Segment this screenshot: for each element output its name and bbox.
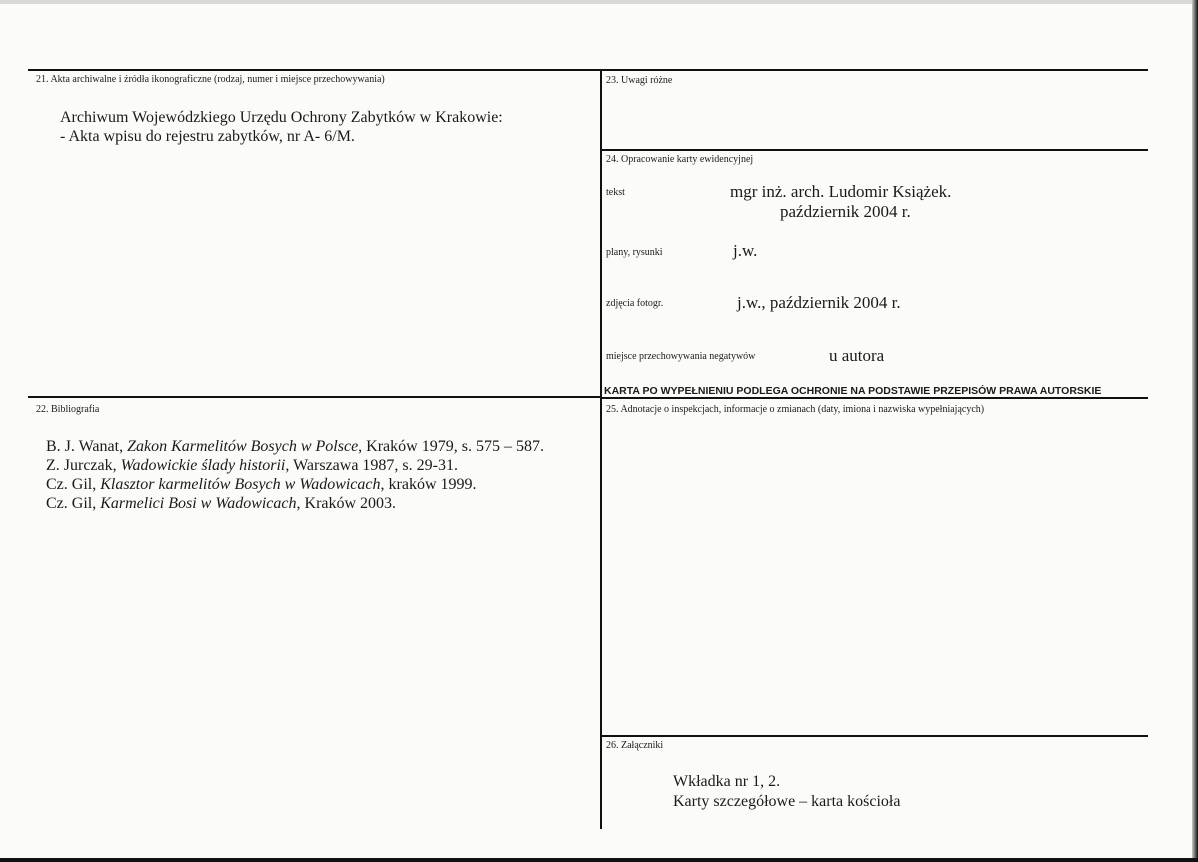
entry-author: Cz. Gil, [46, 476, 101, 493]
scan-edge-top [0, 0, 1198, 4]
rule-26 [600, 735, 1148, 737]
tekst-label: tekst [606, 187, 625, 198]
zdjecia-label: zdjęcia fotogr. [606, 298, 664, 309]
copyright-notice: KARTA PO WYPEŁNIENIU PODLEGA OCHRONIE NA PODSTAWIE PRZEPISÓW PRAWA AUTORSKIE [604, 385, 1102, 397]
section-21-content [60, 108, 503, 146]
rule-25 [600, 397, 1148, 399]
archive-line-1: Archiwum Wojewódzkiego Urzędu Ochrony Zabytków w Krakowie: [60, 109, 503, 126]
entry-author: Z. Jurczak, [46, 457, 121, 474]
negatywy-value: u autora [829, 346, 885, 365]
section-23-label: 23. Uwagi różne [606, 75, 673, 86]
archive-line-2: - Akta wpisu do rejestru zabytków, nr A- 6/M. [60, 128, 355, 145]
entry-title: Zakon Karmelitów Bosych w Polsce [127, 438, 359, 455]
bibliography-entry [46, 494, 544, 513]
scan-edge-bottom [0, 858, 1198, 862]
entry-details: , kraków 1999. [380, 476, 477, 493]
section-25-label: 25. Adnotacje o inspekcjach, informacje o zmianach (daty, imiona i nazwiska wypełniających) [606, 404, 985, 415]
bibliography-entry [46, 437, 544, 456]
rule-22 [28, 396, 602, 398]
entry-title: Klasztor karmelitów Bosych w Wadowicach [100, 476, 381, 493]
attachments-content [673, 772, 900, 812]
bibliography-list [46, 437, 544, 513]
plany-label: plany, rysunki [606, 247, 663, 258]
section-26-label: 26. Załączniki [606, 740, 664, 751]
entry-details: , Kraków 2003. [296, 495, 397, 512]
center-divider [600, 69, 602, 829]
attachment-line-1: Wkładka nr 1, 2. [673, 773, 781, 790]
bibliography-entry [46, 475, 544, 494]
top-rule [28, 69, 1148, 71]
entry-title: Karmelici Bosi w Wadowicach [100, 495, 297, 512]
negatywy-label: miejsce przechowywania negatywów [606, 351, 756, 362]
entry-title: Wadowickie ślady historii [120, 457, 286, 474]
section-24-label: 24. Opracowanie karty ewidencyjnej [606, 154, 754, 165]
plany-value: j.w. [733, 241, 758, 260]
entry-author: Cz. Gil, [46, 495, 101, 512]
tekst-author: mgr inż. arch. Ludomir Książek. [730, 182, 952, 201]
rule-24 [600, 149, 1148, 151]
entry-details: , Kraków 1979, s. 575 – 587. [358, 438, 544, 455]
scan-edge-right [1192, 0, 1198, 862]
attachment-line-2: Karty szczegółowe – karta kościoła [673, 793, 901, 810]
bibliography-entry [46, 456, 544, 475]
section-21-label: 21. Akta archiwalne i źródła ikonograficzne (rodzaj, numer i miejsce przechowywania) [36, 74, 385, 85]
entry-details: , Warszawa 1987, s. 29-31. [285, 457, 458, 474]
tekst-date: październik 2004 r. [780, 202, 911, 221]
zdjecia-value: j.w., październik 2004 r. [737, 293, 901, 312]
entry-author: B. J. Wanat, [46, 438, 128, 455]
section-22-label: 22. Bibliografia [36, 404, 100, 415]
